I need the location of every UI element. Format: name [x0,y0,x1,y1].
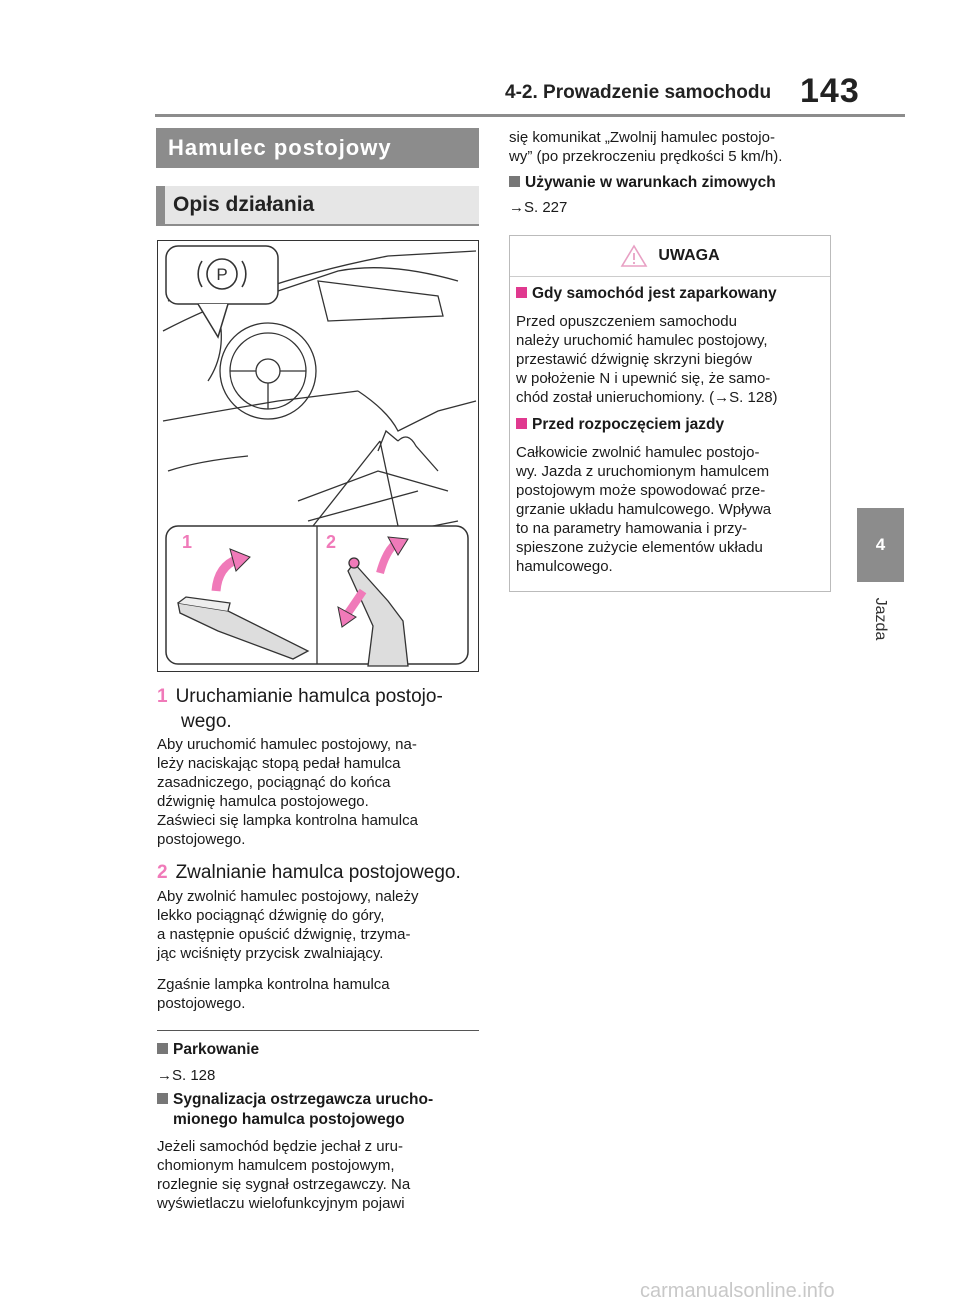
caution-item2-line: wy. Jazda z uruchomionym hamulcem [516,463,770,480]
step2-line: Aby zwolnić hamulec postojowy, należy [157,888,419,905]
section-title: 4-2. Prowadzenie samochodu [505,82,772,103]
step2-text [157,887,479,963]
step1-line: leży naciskając stopą pedał hamulca [157,755,401,772]
arrow-right-icon: → [509,199,524,216]
caution-box [509,235,831,592]
header-divider [155,114,905,117]
chapter-tab: 4 [857,508,904,582]
warning-triangle-icon [620,244,648,268]
detail-label-2: 2 [326,532,337,552]
continued-line: wy” (po przekroczeniu prędkości 5 km/h). [509,148,783,165]
step2-note-line: postojowego. [157,995,246,1012]
caution-header [510,236,830,277]
step1-number: 1 [157,686,168,707]
winter-heading-text: Używanie w warunkach zimowych [525,174,776,191]
sub-heading: Opis działania [156,186,479,224]
caution-item2-heading [516,415,828,435]
step2-number: 2 [157,862,168,883]
parking-ref-link[interactable]: S. 128 [172,1067,216,1084]
caution-item2-line: spieszone zużycie elementów układu [516,539,763,556]
step1-title-line1: Uruchamianie hamulca postojo- [175,686,443,707]
step1-line: Zaświeci się lampka kontrolna hamulca [157,812,418,829]
step1-line: zasadniczego, pociągnąć do końca [157,774,391,791]
parking-brake-illustration [157,240,479,672]
signal-heading [157,1090,479,1130]
winter-ref [509,198,831,217]
step2-title-text: Zwalnianie hamulca postojowego. [175,862,461,883]
signal-heading-line1: Sygnalizacja ostrzegawcza urucho- [173,1091,434,1108]
caution-title: UWAGA [658,247,720,264]
section-divider [157,1030,479,1031]
magenta-square-bullet-icon [516,418,527,429]
magenta-square-bullet-icon [516,287,527,298]
caution-item2-line: to na parametry hamowania i przy- [516,520,747,537]
step1-line: dźwignię hamulca postojowego. [157,793,369,810]
caution-body [516,284,828,584]
signal-text [157,1137,479,1213]
main-heading: Hamulec postojowy [156,128,479,168]
caution-item2-line: Całkowicie zwolnić hamulec postojo- [516,444,760,461]
caution-item1-line: Przed opuszczeniem samochodu [516,313,737,330]
step2-note [157,975,479,1013]
signal-line: rozlegnie się sygnał ostrzegawczy. Na [157,1176,411,1193]
caution-item1-line: przestawić dźwignię skrzyni biegów [516,351,752,368]
parking-heading [157,1040,479,1060]
sub-heading-underline [156,224,479,226]
caution-item1-heading-text: Gdy samochód jest zaparkowany [532,285,777,302]
step2-line: lekko pociągnąć dźwignię do góry, [157,907,385,924]
signal-line: chomionym hamulcem postojowym, [157,1157,395,1174]
page-number: 143 [800,72,860,110]
step2-line: jąc wciśnięty przycisk zwalniający. [157,945,384,962]
watermark: carmanualsonline.info [640,1280,835,1302]
continued-line: się komunikat „Zwolnij hamulec postojo- [509,129,775,146]
step1-line: postojowego. [157,831,246,848]
caution-item2-line: postojowym może spowodować prze- [516,482,766,499]
continued-text [509,128,831,166]
step2-title [157,860,461,885]
chapter-label: Jazda [872,597,889,641]
caution-item1-heading [516,284,828,304]
step2-note-line: Zgaśnie lampka kontrolna hamulca [157,976,390,993]
signal-heading-line2: mionego hamulca postojowego [173,1111,405,1128]
step1-title-line2: wego. [181,711,232,732]
chapter-label-wrap [864,592,896,652]
caution-item2-text [516,443,828,576]
caution-item1-line: należy uruchomić hamulec postojowy, [516,332,768,349]
step1-line: Aby uruchomić hamulec postojowy, na- [157,736,417,753]
winter-heading [509,173,831,193]
caution-item1-ref-link[interactable]: S. 128) [729,389,778,406]
square-bullet-icon [157,1093,168,1104]
caution-item1-last-pre: chód został unieruchomiony. ( [516,389,715,406]
caution-item1-last-line [516,388,828,407]
illustration-svg [158,241,478,671]
detail-label-1: 1 [182,532,193,552]
signal-line: wyświetlaczu wielofunkcyjnym pojawi [157,1195,405,1212]
parking-heading-text: Parkowanie [173,1041,260,1058]
caution-item2-line: hamulcowego. [516,558,613,575]
parking-ref [157,1066,479,1085]
signal-line: Jeżeli samochód będzie jechał z uru- [157,1138,403,1155]
arrow-right-icon: → [714,389,730,406]
winter-ref-link[interactable]: S. 227 [524,199,568,216]
step1-text [157,735,479,849]
square-bullet-icon [157,1043,168,1054]
caution-item2-heading-text: Przed rozpoczęciem jazdy [532,416,725,433]
step1-title [157,684,443,709]
p-icon-letter: P [216,265,228,284]
caution-item2-line: grzanie układu hamulcowego. Wpływa [516,501,772,518]
step2-line: a następnie opuścić dźwignię, trzyma- [157,926,411,943]
arrow-right-icon: → [157,1067,172,1084]
caution-item1-line: w położenie N i upewnić się, że samo- [516,370,771,387]
caution-item1-text [516,312,828,407]
square-bullet-icon [509,176,520,187]
